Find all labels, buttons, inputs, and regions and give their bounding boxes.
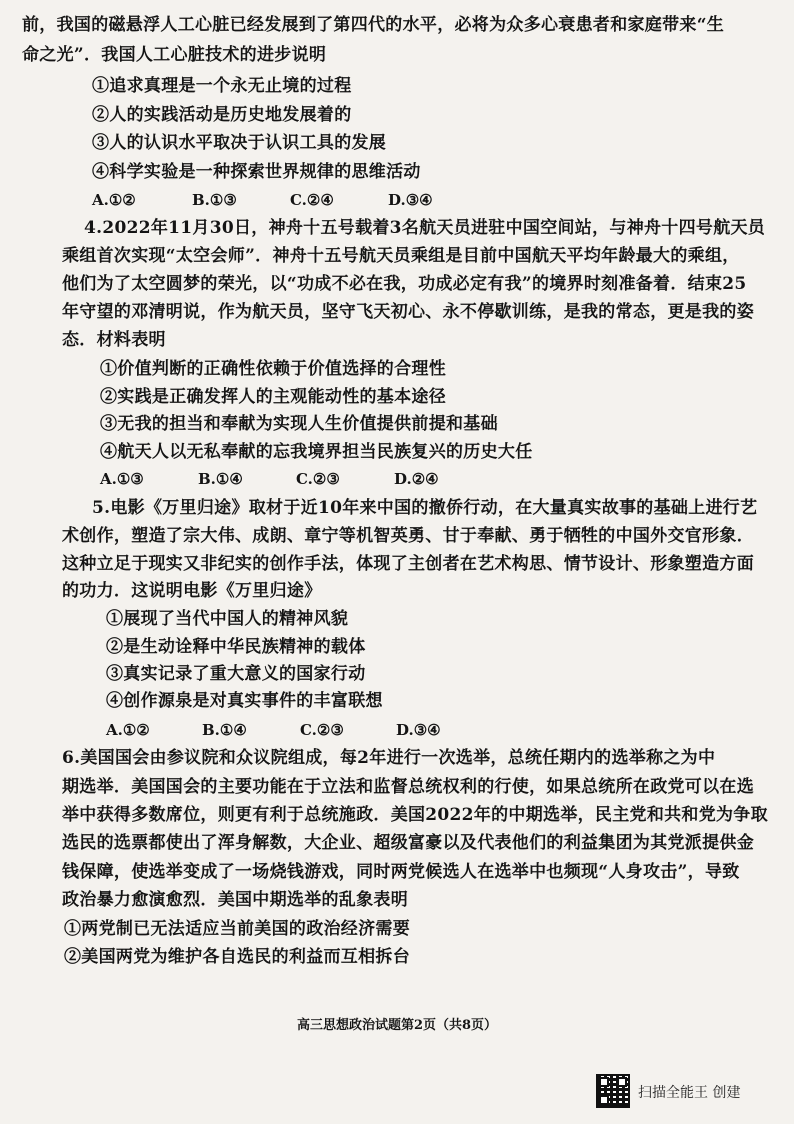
option-a: A.①②: [92, 191, 136, 209]
question-6: 6.美国国会由参议院和众议院组成，每2年进行一次选举，总统任期内的选举称之为中: [62, 748, 716, 768]
text-line: 钱保障，使选举变成了一场烧钱游戏，同时两党候选人在选举中也频现“人身攻击”，导致: [62, 862, 740, 882]
option-c: C.②③: [296, 470, 340, 488]
text-line: 的功力．这说明电影《万里归途》: [62, 581, 322, 601]
statement-2: ②是生动诠释中华民族精神的载体: [106, 637, 366, 657]
text-line: 举中获得多数席位，则更有利于总统施政．美国2022年的中期选举，民主党和共和党为争取: [62, 805, 768, 825]
option-c: C.②④: [290, 191, 334, 209]
page-footer: 高三思想政治试题第2页（共8页）: [296, 1018, 498, 1033]
question-5: 5.电影《万里归途》取材于近10年来中国的撤侨行动，在大量真实故事的基础上进行艺: [92, 498, 758, 518]
text-line: 态．材料表明: [62, 330, 166, 350]
option-d: D.③④: [388, 191, 433, 209]
statement-4: ④航天人以无私奉献的忘我境界担当民族复兴的历史大任: [100, 442, 533, 462]
text-line: 这种立足于现实又非纪实的创作手法，体现了主创者在艺术构思、情节设计、形象塑造方面: [62, 554, 754, 574]
statement-3: ③人的认识水平取决于认识工具的发展: [92, 133, 387, 153]
option-b: B.①④: [198, 470, 243, 488]
statement-1: ①两党制已无法适应当前美国的政治经济需要: [64, 919, 410, 939]
question-4: 4.2022年11月30日，神舟十五号载着3名航天员进驻中国空间站，与神舟十四号航天员: [84, 218, 766, 238]
text-line: 期选举．美国国会的主要功能在于立法和监督总统权利的行使，如果总统所在政党可以在选: [62, 777, 754, 797]
text-line: 他们为了太空圆梦的荣光，以“功成不必在我，功成必定有我”的境界时刻准备着．结束25: [62, 274, 747, 294]
option-d: D.②④: [394, 470, 439, 488]
statement-3: ③无我的担当和奉献为实现人生价值提供前提和基础: [100, 414, 498, 434]
scanner-watermark: 扫描全能王 创建: [638, 1085, 741, 1101]
qr-code-icon: [596, 1074, 630, 1108]
option-a: A.①②: [106, 721, 150, 739]
option-b: B.①④: [202, 721, 247, 739]
option-a: A.①③: [100, 470, 144, 488]
option-d: D.③④: [396, 721, 441, 739]
statement-3: ③真实记录了重大意义的国家行动: [106, 664, 366, 684]
text-line: 年守望的邓清明说，作为航天员，坚守飞天初心、永不停歇训练，是我的常态，更是我的姿: [62, 302, 754, 322]
statement-4: ④创作源泉是对真实事件的丰富联想: [106, 691, 383, 711]
statement-2: ②美国两党为维护各自选民的利益而互相拆台: [64, 947, 410, 967]
statement-2: ②人的实践活动是历史地发展着的: [92, 105, 352, 125]
statement-4: ④科学实验是一种探索世界规律的思维活动: [92, 162, 421, 182]
option-c: C.②③: [300, 721, 344, 739]
text-line: 政治暴力愈演愈烈．美国中期选举的乱象表明: [62, 890, 408, 910]
statement-2: ②实践是正确发挥人的主观能动性的基本途径: [100, 387, 446, 407]
text-line: 前，我国的磁悬浮人工心脏已经发展到了第四代的水平，必将为众多心衰患者和家庭带来“生: [22, 15, 725, 35]
option-b: B.①③: [192, 191, 237, 209]
statement-1: ①追求真理是一个永无止境的过程: [92, 76, 352, 96]
text-line: 乘组首次实现“太空会师”．神舟十五号航天员乘组是目前中国航天平均年龄最大的乘组，: [62, 246, 740, 266]
statement-1: ①展现了当代中国人的精神风貌: [106, 609, 349, 629]
text-line: 命之光”．我国人工心脏技术的进步说明: [22, 45, 327, 65]
text-line: 选民的选票都使出了浑身解数，大企业、超级富豪以及代表他们的利益集团为其党派提供金: [62, 833, 754, 853]
statement-1: ①价值判断的正确性依赖于价值选择的合理性: [100, 359, 446, 379]
text-line: 术创作，塑造了宗大伟、成朗、章宁等机智英勇、甘于奉献、勇于牺牲的中国外交官形象．: [62, 526, 754, 546]
